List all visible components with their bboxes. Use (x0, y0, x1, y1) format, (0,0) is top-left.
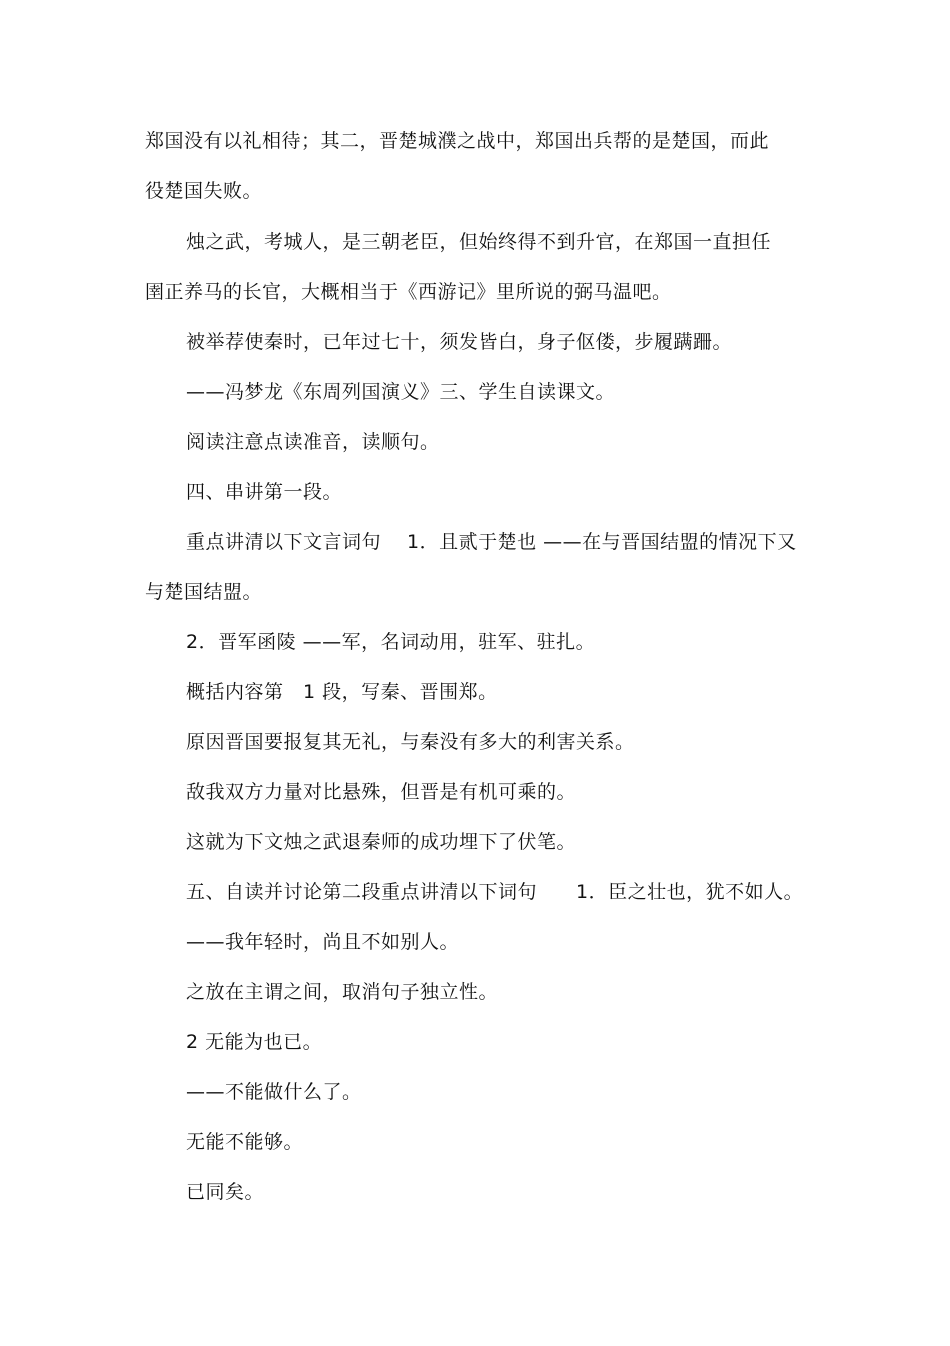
text-line-13: 原因晋国要报复其无礼，与秦没有多大的利害关系。 (186, 731, 635, 753)
text-line-5: 被举荐使秦时，已年过七十，须发皆白，身子伛偻，步履蹒跚。 (186, 331, 733, 353)
text-line-12: 概括内容第 1 段，写秦、晋围郑。 (186, 681, 498, 703)
text-line-3: 烛之武，考城人，是三朝老臣，但始终得不到升官，在郑国一直担任 (186, 231, 772, 253)
text-line-15: 这就为下文烛之武退秦师的成功埋下了伏笔。 (186, 831, 577, 853)
text-line-6: ——冯梦龙《东周列国演义》三、学生自读课文。 (186, 381, 616, 403)
text-line-22: 已同矣。 (186, 1181, 265, 1203)
text-line-10: 与楚国结盟。 (145, 581, 263, 603)
text-line-8: 四、串讲第一段。 (186, 481, 343, 503)
text-line-9: 重点讲清以下文言词句 1．且贰于楚也 ——在与晋国结盟的情况下又 (186, 531, 797, 553)
text-line-17: ——我年轻时，尚且不如别人。 (186, 931, 460, 953)
text-line-4: 圉正养马的长官，大概相当于《西游记》里所说的弼马温吧。 (145, 281, 672, 303)
text-line-14: 敌我双方力量对比悬殊，但晋是有机可乘的。 (186, 781, 577, 803)
text-line-20: ——不能做什么了。 (186, 1081, 362, 1103)
text-line-1: 郑国没有以礼相待；其二，晋楚城濮之战中，郑国出兵帮的是楚国，而此 (145, 130, 770, 152)
text-line-21: 无能不能够。 (186, 1131, 304, 1153)
text-line-18: 之放在主谓之间，取消句子独立性。 (186, 981, 499, 1003)
text-line-7: 阅读注意点读准音，读顺句。 (186, 431, 440, 453)
text-line-2: 役楚国失败。 (145, 180, 263, 202)
text-line-19: 2 无能为也已。 (186, 1031, 323, 1053)
text-line-11: 2．晋军函陵 ——军，名词动用，驻军、驻扎。 (186, 631, 596, 653)
text-line-16: 五、自读并讨论第二段重点讲清以下词句 1．臣之壮也，犹不如人。 (186, 881, 804, 903)
